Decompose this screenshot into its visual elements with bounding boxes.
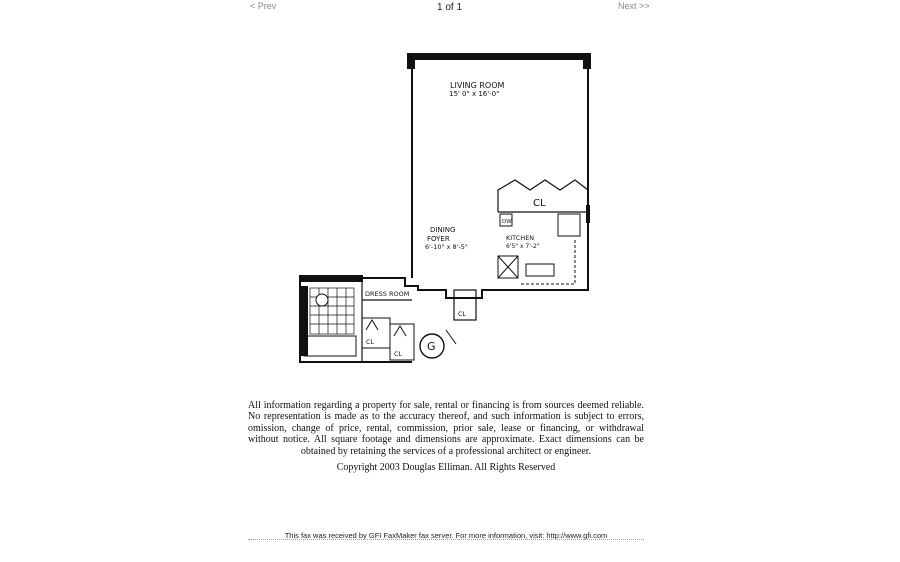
dress-room-label: DRESS ROOM bbox=[365, 290, 410, 298]
corner-thick bbox=[584, 54, 590, 68]
kitchen-counter-box bbox=[526, 264, 554, 276]
bathroom-tiles bbox=[310, 288, 354, 334]
bath-wall-thick bbox=[300, 276, 362, 281]
bottom-closet-label: CL bbox=[394, 350, 403, 358]
g-marker-label: G bbox=[427, 340, 436, 353]
left-closet-label: CL bbox=[366, 338, 375, 346]
page-indicator: 1 of 1 bbox=[437, 2, 463, 13]
bath-counter bbox=[304, 336, 356, 356]
plan-outline bbox=[300, 56, 588, 362]
next-page-link[interactable]: Next >> bbox=[618, 1, 650, 11]
corner-thick-left bbox=[408, 54, 414, 68]
foyer-closet-label: CL bbox=[458, 310, 467, 318]
dw-label: DW bbox=[502, 219, 512, 225]
living-room-label: LIVING ROOM bbox=[450, 81, 505, 90]
dining-foyer-label-2: FOYER bbox=[427, 235, 450, 243]
disclaimer-text: All information regarding a property for sale, rental or financing is from sources deemed reliable. No representation is made as to the accuracy thereof, and such information is subject to errors, omission, change of price, rental, commission, prior sale, lease or financing, or withdrawal without notice. All square footage and dimensions are approximate. Exact dimensions can be obtained by retaining the services of a professional architect or engineer. bbox=[248, 400, 644, 457]
dining-foyer-label-1: DINING bbox=[430, 226, 456, 234]
kitchen-burners bbox=[558, 214, 580, 236]
kitchen-dims: 6'5" x 7'-2" bbox=[506, 243, 540, 250]
north-wall-thick bbox=[412, 54, 588, 59]
bath-fixture bbox=[316, 294, 328, 306]
kitchen-label: KITCHEN bbox=[506, 234, 535, 242]
copyright-text: Copyright 2003 Douglas Elliman. All Rights Reserved bbox=[336, 462, 556, 473]
fax-footer: This fax was received by GFI FaxMaker fax server. For more information, visit: http://www.gfi.com bbox=[284, 531, 608, 540]
living-room-dims: 15' 0" x 16'-0" bbox=[449, 90, 500, 98]
dining-foyer-dims: 6'-10" x 8'-5" bbox=[425, 243, 468, 251]
fax-footer-rule bbox=[248, 539, 644, 540]
prev-page-link[interactable]: < Prev bbox=[250, 1, 277, 11]
main-closet-label: CL bbox=[533, 198, 546, 209]
